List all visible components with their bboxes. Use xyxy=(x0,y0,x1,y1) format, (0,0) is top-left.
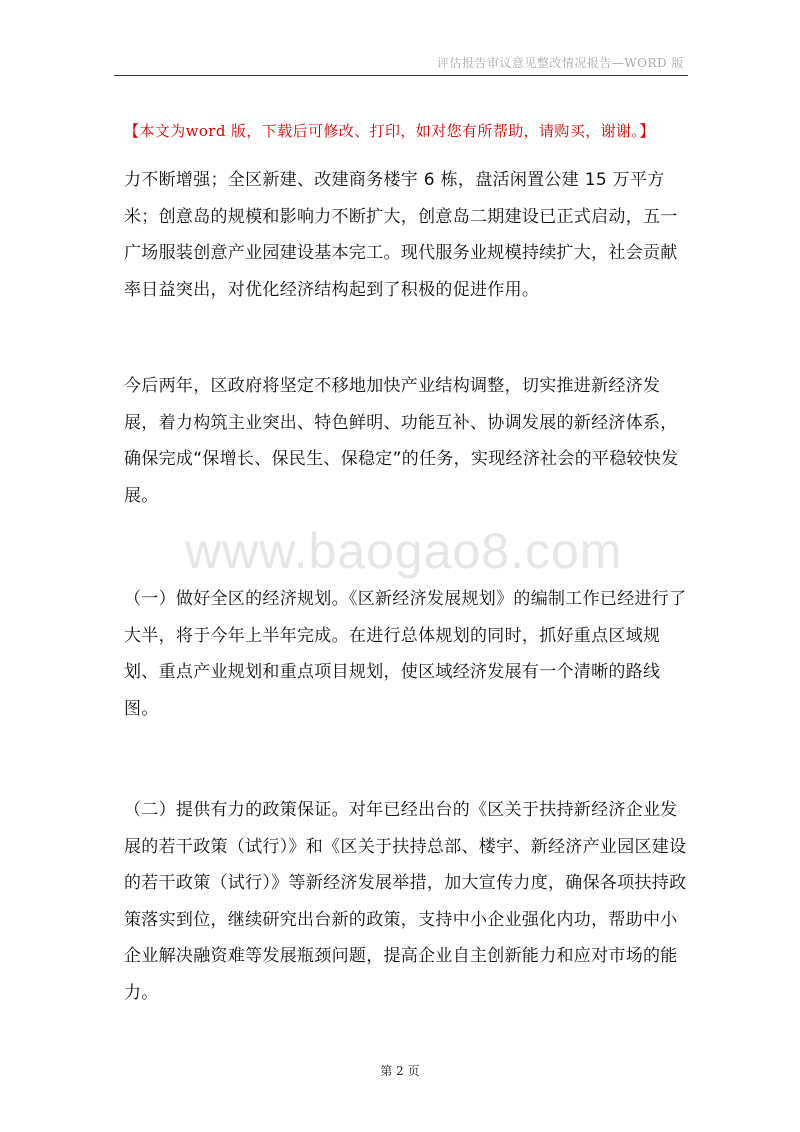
body-paragraph-3: （一）做好全区的经济规划。《区新经济发展规划》的编制工作已经进行了大半，将于今年上半年完成。在进行总体规划的同时，抓好重点区域规划、重点产业规划和重点项目规划，使区域经济发展有一个清晰的路线图。 xyxy=(124,589,687,719)
body-paragraph-2: 今后两年，区政府将坚定不移地加快产业结构调整，切实推进新经济发展，着力构筑主业突出、特色鲜明、功能互补、协调发展的新经济体系，确保完成“保增长、保民生、保稳定”的任务，实现经济社会的平稳较快发展。 xyxy=(124,376,679,506)
page-number: 第 2 页 xyxy=(380,1064,420,1078)
download-notice: 【本文为word 版，下载后可修改、打印，如对您有所帮助，请购买，谢谢。】 xyxy=(124,122,655,140)
site-watermark: www.baogao8.com xyxy=(185,523,623,579)
header-divider xyxy=(114,75,688,76)
document-header-title: 评估报告审议意见整改情况报告—WORD 版 xyxy=(436,56,684,70)
body-paragraph-4: （二）提供有力的政策保证。对年已经出台的《区关于扶持新经济企业发展的若干政策（试行）》和《区关于扶持总部、楼宇、新经济产业园区建设的若干政策（试行）》等新经济发展举措，加大宣传力度，确保各项扶持政策落实到位，继续研究出台新的政策，支持中小企业强化内功，帮助中小企业解决融资难等发展瓶颈问题，提高企业自主创新能力和应对市场的能力。 xyxy=(124,800,687,1003)
body-paragraph-1: 力不断增强；全区新建、改建商务楼宇 6 栋，盘活闲置公建 15 万平方米；创意岛的规模和影响力不断扩大，创意岛二期建设已正式启动，五一广场服装创意产业园建设基本完工。现代服务业规模持续扩大，社会贡献率日益突出，对优化经济结构起到了积极的促进作用。 xyxy=(124,170,678,300)
